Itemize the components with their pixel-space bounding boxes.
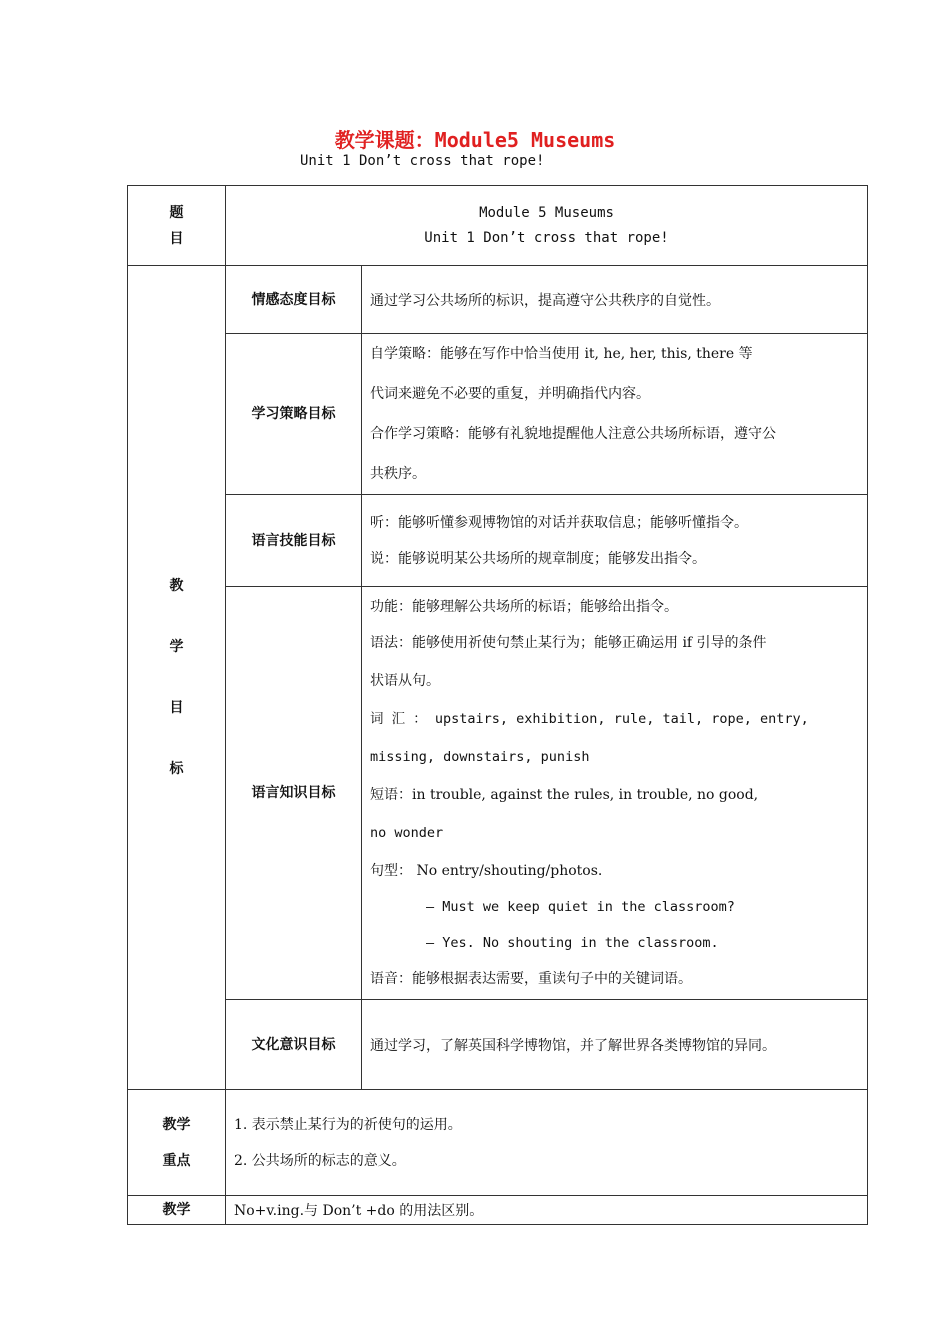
goal-row-strategy [128, 334, 868, 495]
key-points-label: 教学 重点 [128, 1090, 226, 1196]
difficulty-row [128, 1196, 868, 1225]
lesson-plan-table [127, 185, 868, 1225]
affect-label: 情感态度目标 [226, 266, 362, 334]
culture-label: 文化意识目标 [226, 1000, 362, 1090]
page-subtitle: Unit 1 Don’t cross that rope! [300, 153, 545, 169]
page-title: 教学课题：Module5 Museums [334, 128, 616, 152]
goal-row-culture [128, 1000, 868, 1090]
knowledge-content: 功能：能够理解公共场所的标语；能够给出指令。 语法：能够使用祈使句禁止某行为；能够正确运用 if 引导的条件 状语从句。 词 汇 ： upstairs, exhibition, rule, tail, rope, entry, missing, downstairs, punish 短语：in trouble, against the rules, in trouble, no good, no wonder 句型： No entry/shouting/photos. — Must we keep quiet in the classroom? — Yes. No shouting in the classroom. 语音：能够根据表达需要，重读句子中的关键词语。 [362, 587, 868, 1000]
goal-row-affect [128, 266, 868, 334]
topic-content [226, 186, 868, 266]
culture-content: 通过学习，了解英国科学博物馆，并了解世界各类博物馆的异同。 [362, 1000, 868, 1090]
difficulty-label: 教学 [128, 1196, 226, 1225]
topic-label: 题 目 [128, 186, 226, 266]
skills-content: 听：能够听懂参观博物馆的对话并获取信息；能够听懂指令。 说：能够说明某公共场所的规章制度；能够发出指令。 [362, 495, 868, 587]
strategy-content: 自学策略：能够在写作中恰当使用 it, he, her, this, there 等 代词来避免不必要的重复，并明确指代内容。 合作学习策略：能够有礼貌地提醒他人注意公共场所标语，遵守公 共秩序。 [362, 334, 868, 495]
topic-unit: Unit 1 Don’t cross that rope! [424, 229, 669, 246]
goal-row-skills [128, 495, 868, 587]
knowledge-label: 语言知识目标 [226, 587, 362, 1000]
key-points-content: 1. 表示禁止某行为的祈使句的运用。 2. 公共场所的标志的意义。 [226, 1090, 868, 1196]
skills-label: 语言技能目标 [226, 495, 362, 587]
topic-row [128, 186, 868, 266]
goal-row-knowledge [128, 587, 868, 1000]
strategy-label: 学习策略目标 [226, 334, 362, 495]
difficulty-content: No+v.ing.与 Don’t +do 的用法区别。 [226, 1196, 868, 1225]
topic-module: Module 5 Museums [479, 204, 614, 221]
goals-label: 教 学 目 标 [128, 266, 226, 1090]
key-points-row [128, 1090, 868, 1196]
affect-content: 通过学习公共场所的标识，提高遵守公共秩序的自觉性。 [362, 266, 868, 334]
